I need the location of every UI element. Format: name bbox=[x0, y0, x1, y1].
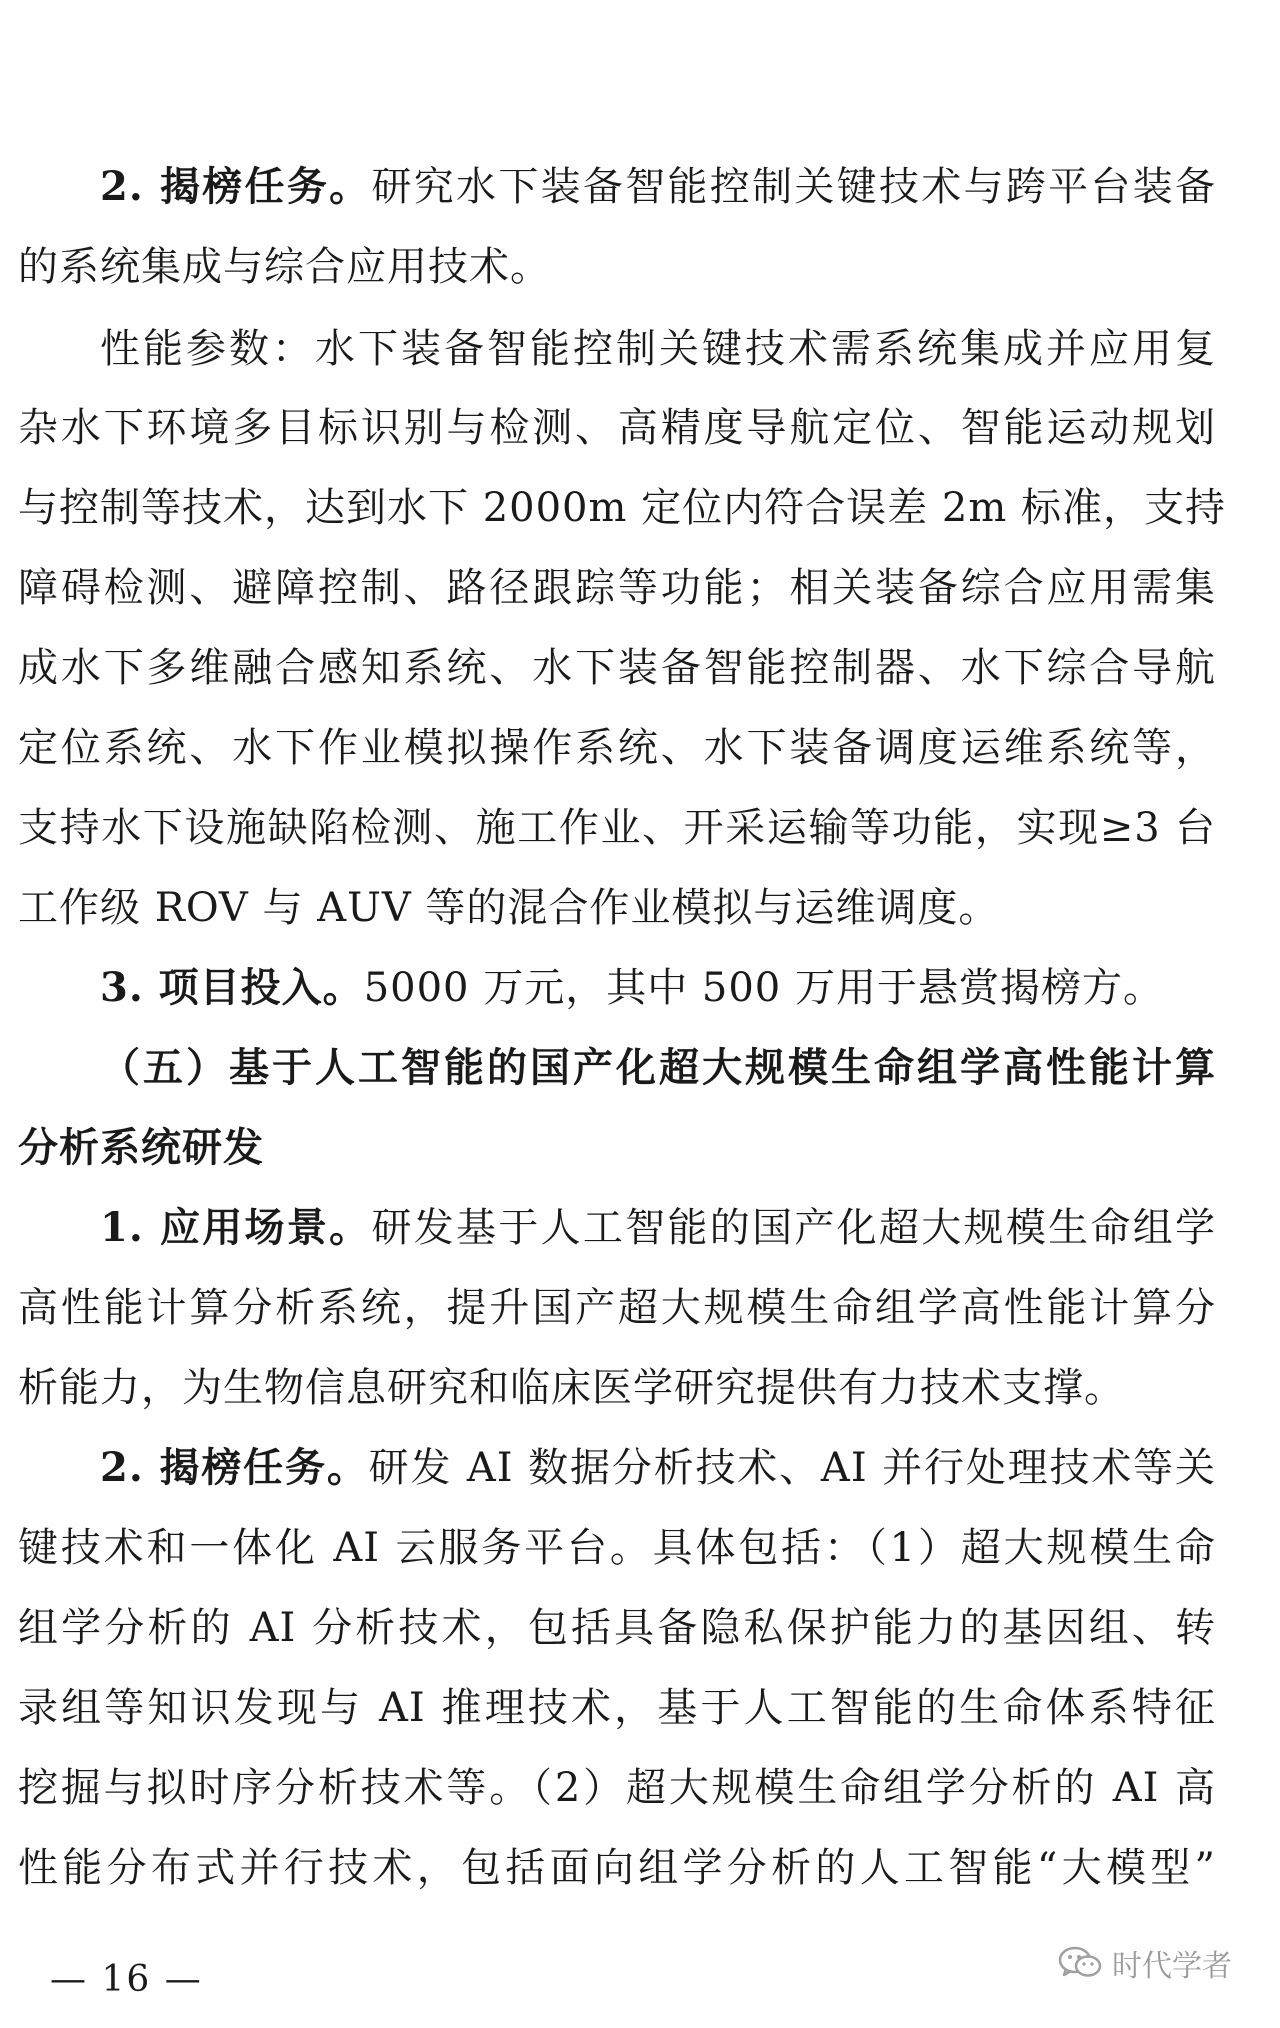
heading-label: 2. 揭榜任务。 bbox=[100, 1444, 369, 1491]
wechat-icon bbox=[1058, 1944, 1102, 1982]
text-line bbox=[100, 953, 1216, 1023]
line-text: 析能力，为生物信息研究和临床医学研究提供有力技术支撑。 bbox=[18, 1365, 1125, 1411]
text-line bbox=[18, 793, 1216, 863]
text-line bbox=[100, 314, 1216, 384]
watermark bbox=[1058, 1938, 1232, 1988]
line-text: 研发 AI 数据分析技术、AI 并行处理技术等关 bbox=[368, 1445, 1216, 1491]
line-text: 研究水下装备智能控制关键技术与跨平台装备 bbox=[371, 164, 1217, 210]
line-text: 定位系统、水下作业模拟操作系统、水下装备调度运维系统等， bbox=[18, 725, 1216, 771]
text-line bbox=[18, 1273, 1216, 1343]
text-line bbox=[100, 1433, 1216, 1503]
line-text: 高性能计算分析系统，提升国产超大规模生命组学高性能计算分 bbox=[18, 1285, 1216, 1331]
heading-label: 1. 应用场景。 bbox=[100, 1204, 372, 1251]
section-heading bbox=[18, 1113, 1216, 1183]
line-text: 录组等知识发现与 AI 推理技术，基于人工智能的生命体系特征 bbox=[18, 1685, 1216, 1731]
text-line bbox=[18, 1673, 1216, 1743]
line-text: 与控制等技术，达到水下 2000m 定位内符合误差 2m 标准，支持 bbox=[18, 485, 1226, 531]
text-line bbox=[100, 152, 1216, 222]
text-line bbox=[18, 393, 1216, 463]
line-text: 杂水下环境多目标识别与检测、高精度导航定位、智能运动规划 bbox=[18, 405, 1216, 451]
section-title: （五）基于人工智能的国产化超大规模生命组学高性能计算 bbox=[100, 1044, 1216, 1091]
text-line bbox=[18, 1833, 1216, 1903]
text-line bbox=[18, 553, 1216, 623]
line-text: 的系统集成与综合应用技术。 bbox=[18, 244, 551, 290]
line-text: 工作级 ROV 与 AUV 等的混合作业模拟与运维调度。 bbox=[18, 885, 1000, 931]
text-line bbox=[18, 873, 1216, 943]
line-text: 组学分析的 AI 分析技术，包括具备隐私保护能力的基因组、转 bbox=[18, 1605, 1216, 1651]
text-line bbox=[18, 713, 1216, 783]
line-text: 键技术和一体化 AI 云服务平台。具体包括：（1）超大规模生命 bbox=[18, 1525, 1216, 1571]
page-number: — 16 — bbox=[50, 1959, 203, 2000]
line-text: 障碍检测、避障控制、路径跟踪等功能；相关装备综合应用需集 bbox=[18, 565, 1216, 611]
text-line bbox=[18, 633, 1216, 703]
line-text: 成水下多维融合感知系统、水下装备智能控制器、水下综合导航 bbox=[18, 645, 1216, 691]
text-line bbox=[18, 232, 1216, 302]
text-line bbox=[18, 1353, 1216, 1423]
section-heading bbox=[100, 1033, 1216, 1103]
text-line bbox=[18, 1753, 1216, 1823]
text-line bbox=[100, 1193, 1216, 1263]
heading-label: 3. 项目投入。 bbox=[100, 964, 364, 1011]
line-text: 5000 万元，其中 500 万用于悬赏揭榜方。 bbox=[363, 965, 1164, 1011]
watermark-text: 时代学者 bbox=[1112, 1949, 1232, 1984]
section-title: 分析系统研发 bbox=[18, 1124, 264, 1171]
text-line bbox=[18, 1593, 1216, 1663]
heading-label: 2. 揭榜任务。 bbox=[100, 163, 372, 210]
line-text: 研发基于人工智能的国产化超大规模生命组学 bbox=[371, 1205, 1217, 1251]
text-line bbox=[18, 1513, 1216, 1583]
line-text: 性能参数：水下装备智能控制关键技术需系统集成并应用复 bbox=[100, 326, 1216, 372]
line-text: 支持水下设施缺陷检测、施工作业、开采运输等功能，实现≥3 台 bbox=[18, 805, 1216, 851]
line-text: 性能分布式并行技术，包括面向组学分析的人工智能“大模型” bbox=[18, 1845, 1216, 1891]
text-line bbox=[18, 473, 1226, 543]
line-text: 挖掘与拟时序分析技术等。（2）超大规模生命组学分析的 AI 高 bbox=[18, 1765, 1216, 1811]
